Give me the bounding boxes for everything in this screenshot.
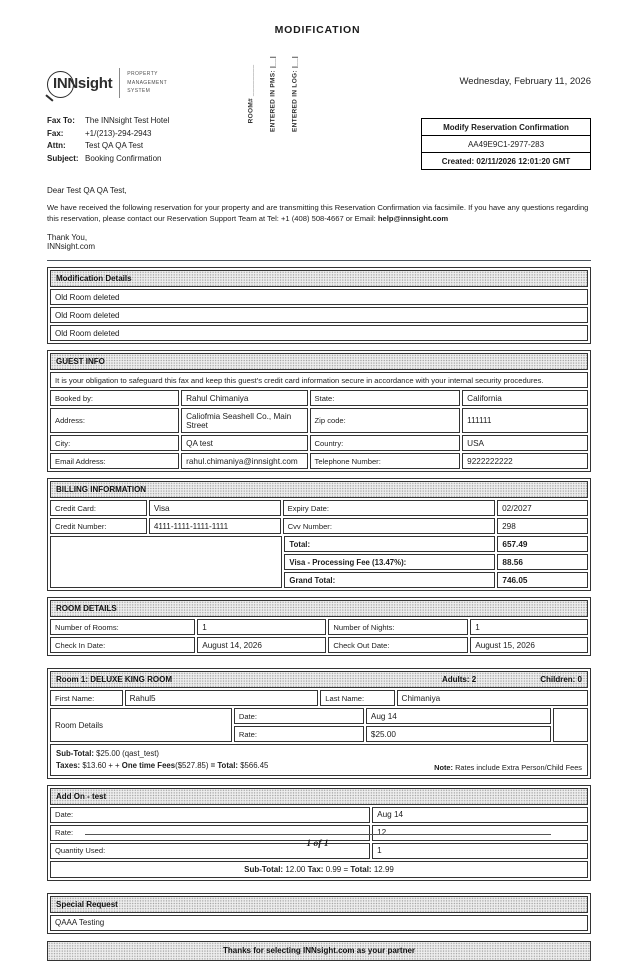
billing-row-card (50, 500, 588, 516)
logo-tagline-line: SYSTEM (127, 88, 151, 95)
room1-taxes-line (56, 760, 268, 772)
check-out-date-value: August 15, 2026 (470, 637, 588, 653)
room1-rate-label: Rate: (234, 726, 364, 742)
room1-total-label: = Total: (210, 760, 239, 770)
fax-to-value: The INNsight Test Hotel (85, 116, 170, 125)
addon-date-label: Date: (50, 807, 370, 823)
address-label: Address: (50, 408, 179, 433)
room1-totals-row (50, 744, 588, 775)
room1-adults: Adults: 2 (441, 675, 477, 685)
stamp-room-number (245, 44, 257, 144)
room1-name-row (50, 690, 588, 706)
grand-total-value: 746.05 (497, 572, 588, 588)
confirmation-number: AA49E9C1-2977-283 (422, 136, 590, 153)
stamp-entered-in-pms (267, 44, 279, 144)
room1-title: Room 1: DELUXE KING ROOM (56, 675, 173, 685)
modification-details-header: Modification Details (50, 270, 588, 287)
letter-paragraph (47, 203, 591, 224)
billing-row-total (284, 536, 588, 552)
grand-total-label: Grand Total: (284, 572, 495, 588)
attn-row (47, 141, 169, 150)
subject-value: Booking Confirmation (85, 153, 162, 163)
addon-date-row (50, 807, 588, 823)
number-of-nights-label: Number of Nights: (328, 619, 468, 635)
fax-to-row (47, 116, 169, 125)
last-name-value: Chimaniya (397, 690, 588, 706)
addon-header: Add On - test (50, 788, 588, 805)
addon-section (47, 785, 591, 881)
processing-fee-value: 88.56 (497, 554, 588, 570)
guest-info-security-note: It is your obligation to safeguard this fax and keep this guest's credit card information secure in accordance with your internal security procedures. (50, 372, 588, 388)
room1-subtotal-label: Sub-Total: (56, 749, 94, 759)
addon-tax-label: Tax: (307, 864, 324, 874)
fax-number-label: Fax: (47, 128, 64, 138)
room-counts-row (50, 619, 588, 635)
addon-quantity-value: 1 (372, 843, 588, 859)
billing-information-header: BILLING INFORMATION (50, 481, 588, 498)
addon-equals-sign: = (343, 864, 349, 874)
thank-you-line: Thank You, (47, 233, 88, 243)
room1-one-time-fees-label: One time Fees (121, 760, 176, 770)
addon-subtotal-label: Sub-Total: (244, 864, 284, 874)
telephone-label: Telephone Number: (310, 453, 461, 469)
last-name-label: Last Name: (320, 690, 394, 706)
booked-by-label: Booked by: (50, 390, 179, 406)
room1-totals-text (56, 748, 268, 771)
subject-row (47, 154, 169, 163)
guest-row-email (50, 453, 588, 469)
logo-tagline (127, 70, 167, 96)
total-label: Total: (284, 536, 495, 552)
logo-divider (119, 68, 120, 98)
room1-rate-row (234, 726, 551, 742)
stamp-entered-in-log (289, 44, 301, 144)
attn-label: Attn: (47, 141, 66, 150)
room1-rate-value: $25.00 (366, 726, 551, 742)
room1-date-row (234, 708, 551, 724)
billing-totals-block (50, 536, 588, 588)
billing-row-processing-fee (284, 554, 588, 570)
room1-taxes-label: Taxes: (56, 760, 81, 770)
stamp-entered-in-pms-label: ENTERED IN PMS: |__| (269, 55, 277, 133)
addon-totals-row (50, 861, 588, 878)
room1-empty-cell (553, 708, 588, 742)
confirmation-box (421, 118, 591, 170)
special-request-section (47, 893, 591, 934)
check-out-date-label: Check Out Date: (328, 637, 468, 653)
number-of-nights-value: 1 (470, 619, 588, 635)
guest-info-section (47, 350, 591, 472)
logo-brand-text: INNsight (53, 74, 113, 92)
state-label: State: (310, 390, 461, 406)
addon-total-value: 12.99 (373, 864, 394, 874)
booked-by-value: Rahul Chimaniya (181, 390, 307, 406)
letter-paragraph-text: We have received the following reservation for your property and are transmitting this Reservation Confirmation via facsimile. If you have any questions regarding this reservation, please contact our Reservation Support Team at Tel: +1 (408) 508-4667 or Email: (47, 203, 589, 223)
email-label: Email Address: (50, 453, 179, 469)
check-in-date-label: Check In Date: (50, 637, 195, 653)
email-value: rahul.chimaniya@innsight.com (181, 453, 307, 469)
modification-row: Old Room deleted (50, 289, 588, 305)
logo-tagline-line: MANAGEMENT (127, 79, 168, 86)
letter-body (47, 186, 591, 251)
address-value: Caliofmia Seashell Co., Main Street (181, 408, 307, 433)
room1-one-time-fees-value: ($527.85) (175, 760, 209, 770)
footer-divider (85, 834, 551, 835)
confirmation-box-title: Modify Reservation Confirmation (422, 119, 590, 136)
room-details-header: ROOM DETAILS (50, 600, 588, 617)
telephone-value: 9222222222 (462, 453, 588, 469)
credit-number-value: 4111-1111-1111-1111 (149, 518, 281, 534)
credit-number-label: Credit Number: (50, 518, 147, 534)
document-title: MODIFICATION (274, 24, 361, 36)
addon-quantity-label: Quantity Used: (50, 843, 370, 859)
guest-info-header: GUEST INFO (50, 353, 588, 370)
subject-label: Subject: (47, 153, 79, 163)
guest-row-address (50, 408, 588, 433)
signature-line: INNsight.com (47, 242, 96, 252)
addon-total-label: Total: (350, 864, 372, 874)
room1-date-rate-column (234, 708, 551, 742)
room1-note-label: Note: (434, 762, 453, 772)
room1-date-label: Date: (234, 708, 364, 724)
billing-row-grand-total (284, 572, 588, 588)
document-date: Wednesday, February 11, 2026 (459, 76, 591, 87)
salutation: Dear Test QA QA Test, (47, 186, 127, 195)
billing-empty-cell (50, 536, 282, 588)
billing-totals-column (284, 536, 588, 588)
room1-subtotal-value: $25.00 (qast_test) (96, 749, 159, 759)
special-request-header: Special Request (50, 896, 588, 913)
addon-rate-value: 12 (372, 825, 588, 841)
room-details-cell-label: Room Details (50, 708, 232, 742)
room1-total-value: $566.45 (240, 760, 269, 770)
page-number: 1 of 1 (306, 839, 329, 849)
cvv-number-label: Cvv Number: (283, 518, 496, 534)
room1-date-value: Aug 14 (366, 708, 551, 724)
country-label: Country: (310, 435, 461, 451)
room1-section (47, 668, 591, 778)
magnifier-circle-icon (47, 71, 74, 98)
fax-number-value: +1/(213)-294-2943 (85, 128, 152, 138)
fax-to-label: Fax To: (47, 116, 75, 125)
letter-divider (47, 260, 591, 261)
first-name-value: Rahul5 (125, 690, 319, 706)
entry-stamp-block (245, 44, 301, 144)
logo-tagline-line: PROPERTY (127, 71, 158, 78)
addon-date-value: Aug 14 (372, 807, 588, 823)
room1-children: Children: 0 (540, 675, 582, 685)
country-value: USA (462, 435, 588, 451)
expiry-date-value: 02/2027 (497, 500, 588, 516)
thanks-banner: Thanks for selecting INNsight.com as your partner (47, 941, 591, 961)
fax-header-fields (47, 116, 169, 170)
attn-value: Test QA QA Test (85, 141, 144, 150)
processing-fee-label: Visa - Processing Fee (13.47%): (284, 554, 495, 570)
room1-header (50, 671, 588, 688)
page-footer (0, 834, 635, 849)
state-value: California (462, 390, 588, 406)
room1-taxes-value: $13.60 + + (82, 760, 120, 770)
modification-row: Old Room deleted (50, 307, 588, 323)
modification-row: Old Room deleted (50, 325, 588, 341)
cvv-number-value: 298 (497, 518, 588, 534)
city-label: City: (50, 435, 179, 451)
guest-row-city (50, 435, 588, 451)
zip-code-label: Zip code: (310, 408, 461, 433)
credit-card-value: Visa (149, 500, 281, 516)
stamp-room-number-label: ROOM# ________ (247, 64, 255, 124)
fax-number-row (47, 129, 169, 138)
addon-subtotal-value: 12.00 (285, 864, 306, 874)
addon-rate-label: Rate: (50, 825, 370, 841)
number-of-rooms-value: 1 (197, 619, 326, 635)
expiry-date-label: Expiry Date: (283, 500, 496, 516)
innsight-logo-mark (47, 69, 112, 98)
modification-details-section (47, 267, 591, 344)
room1-note-text: Rates include Extra Person/Child Fees (455, 762, 582, 772)
fax-header-band (47, 116, 591, 170)
room1-rates-block (50, 708, 588, 742)
innsight-logo (47, 68, 167, 98)
billing-row-number (50, 518, 588, 534)
check-in-date-value: August 14, 2026 (197, 637, 326, 653)
billing-information-section (47, 478, 591, 591)
special-request-value: QAAA Testing (50, 915, 588, 931)
support-email: help@innsight.com (377, 213, 449, 223)
room-details-section (47, 597, 591, 656)
guest-row-booked-by (50, 390, 588, 406)
credit-card-label: Credit Card: (50, 500, 147, 516)
room1-note (434, 763, 582, 772)
first-name-label: First Name: (50, 690, 123, 706)
confirmation-created: Created: 02/11/2026 12:01:20 GMT (441, 156, 571, 166)
check-dates-row (50, 637, 588, 653)
room1-subtotal-line (56, 748, 268, 760)
addon-tax-value: 0.99 (325, 864, 342, 874)
number-of-rooms-label: Number of Rooms: (50, 619, 195, 635)
stamp-entered-in-log-label: ENTERED IN LOG: |__| (291, 55, 299, 133)
city-value: QA test (181, 435, 307, 451)
total-value: 657.49 (497, 536, 588, 552)
zip-code-value: 111111 (462, 408, 588, 433)
